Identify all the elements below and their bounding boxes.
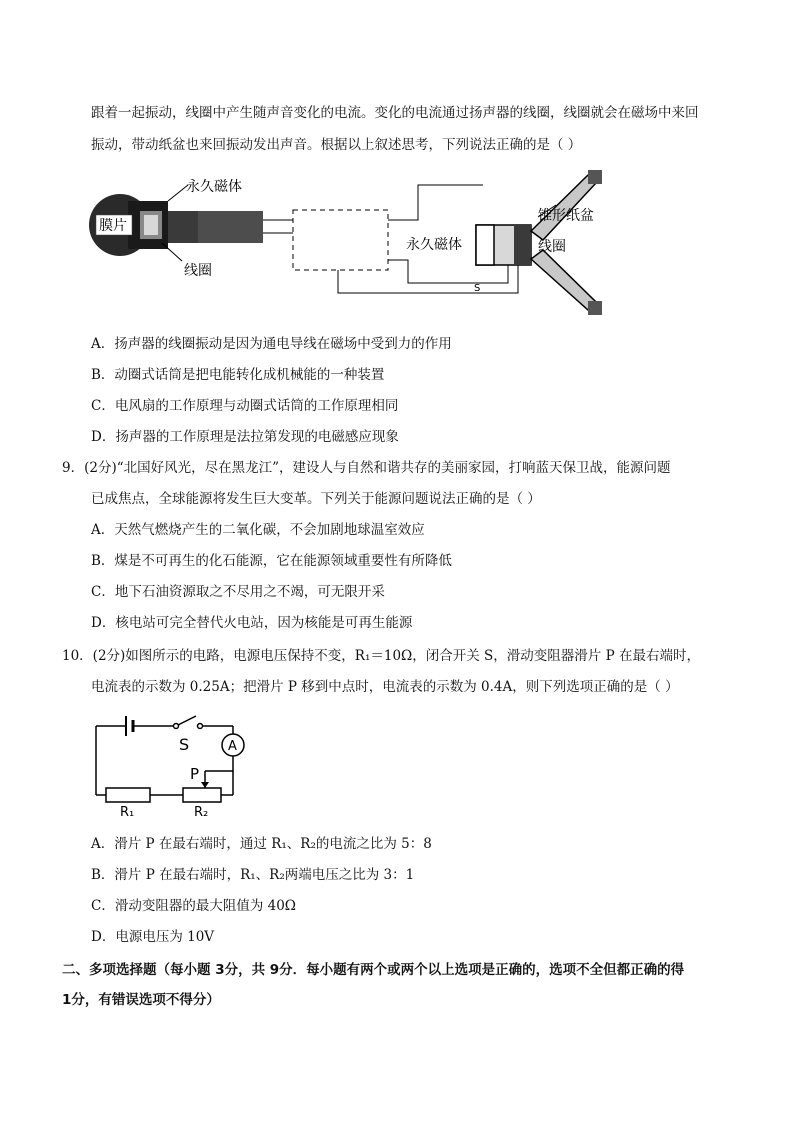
label-r2: R₂ [194,805,209,820]
label-coil-left: 线圈 [184,263,212,279]
q9-option-d: D．核电站可完全替代火电站，因为核能是可再生能源 [91,615,413,631]
q10-option-d: D．电源电压为 10V [91,929,215,945]
intro-line-1: 跟着一起振动，线圈中产生随声音变化的电流。变化的电流通过扬声器的线圈，线圈就会在磁场中来回 [91,105,699,121]
label-ammeter: A [228,739,237,754]
intro-line-2: 振动，带动纸盆也来回振动发出声音。根据以上叙述思考，下列说法正确的是（ ） [91,137,582,153]
q9-stem-2: 已成焦点，全球能源将发生巨大变革。下列关于能源问题说法正确的是（ ） [91,491,541,507]
q10-stem-1: 10．(2分)如图所示的电路，电源电压保持不变，R₁＝10Ω，闭合开关 S，滑动变阻器滑片 P 在最右端时， [62,648,700,664]
circuit-figure [88,708,258,820]
label-coil-right: 线圈 [538,239,566,255]
microphone-speaker-figure [88,165,608,320]
switch [178,716,196,725]
q8-option-d: D．扬声器的工作原理是法拉第发现的电磁感应现象 [91,429,399,445]
resistor-r2 [183,788,221,802]
section-2-heading-2: 1分，有错误选项不得分） [62,992,220,1008]
q10-option-a: A．滑片 P 在最右端时，通过 R₁、R₂的电流之比为 5：8 [91,836,432,852]
q9-option-a: A．天然气燃烧产生的二氧化碳，不会加剧地球温室效应 [91,522,425,538]
q10-option-b: B．滑片 P 在最右端时，R₁、R₂两端电压之比为 3：1 [91,867,415,883]
q8-option-c: C．电风扇的工作原理与动圈式话筒的工作原理相同 [91,398,399,414]
q9-option-b: B．煤是不可再生的化石能源，它在能源领域重要性有所降低 [91,553,452,569]
label-r1: R₁ [120,805,135,820]
q8-option-b: B．动圈式话筒是把电能转化成机械能的一种装置 [91,367,385,383]
resistor-r1 [106,788,150,802]
q8-option-a: A．扬声器的线圈振动是因为通电导线在磁场中受到力的作用 [91,336,452,352]
q9-option-c: C．地下石油资源取之不尽用之不竭，可无限开采 [91,584,385,600]
q9-stem-1: 9．(2分)“北国好风光，尽在黑龙江”，建设人与自然和谐共存的美丽家园，打响蓝天保卫战，能源问题 [62,460,671,476]
section-2-heading-1: 二、多项选择题（每小题 3分，共 9分．每小题有两个或两个以上选项是正确的，选项不全但都正确的得 [62,962,685,978]
label-switch: S [179,735,190,754]
label-magnet-right: 永久磁体 [406,237,462,253]
label-magnet-left: 永久磁体 [186,179,242,195]
label-slider: P [190,765,200,783]
label-cone: 锥形纸盆 [538,208,594,224]
svg-text:S: S [474,283,481,294]
slider-arrow [201,782,209,788]
label-diaphragm: 膜片 [99,218,127,234]
q10-stem-2: 电流表的示数为 0.25A；把滑片 P 移到中点时，电流表的示数为 0.4A，则下列选项正确的是（ ） [91,679,679,695]
q10-option-c: C．滑动变阻器的最大阻值为 40Ω [91,898,296,914]
